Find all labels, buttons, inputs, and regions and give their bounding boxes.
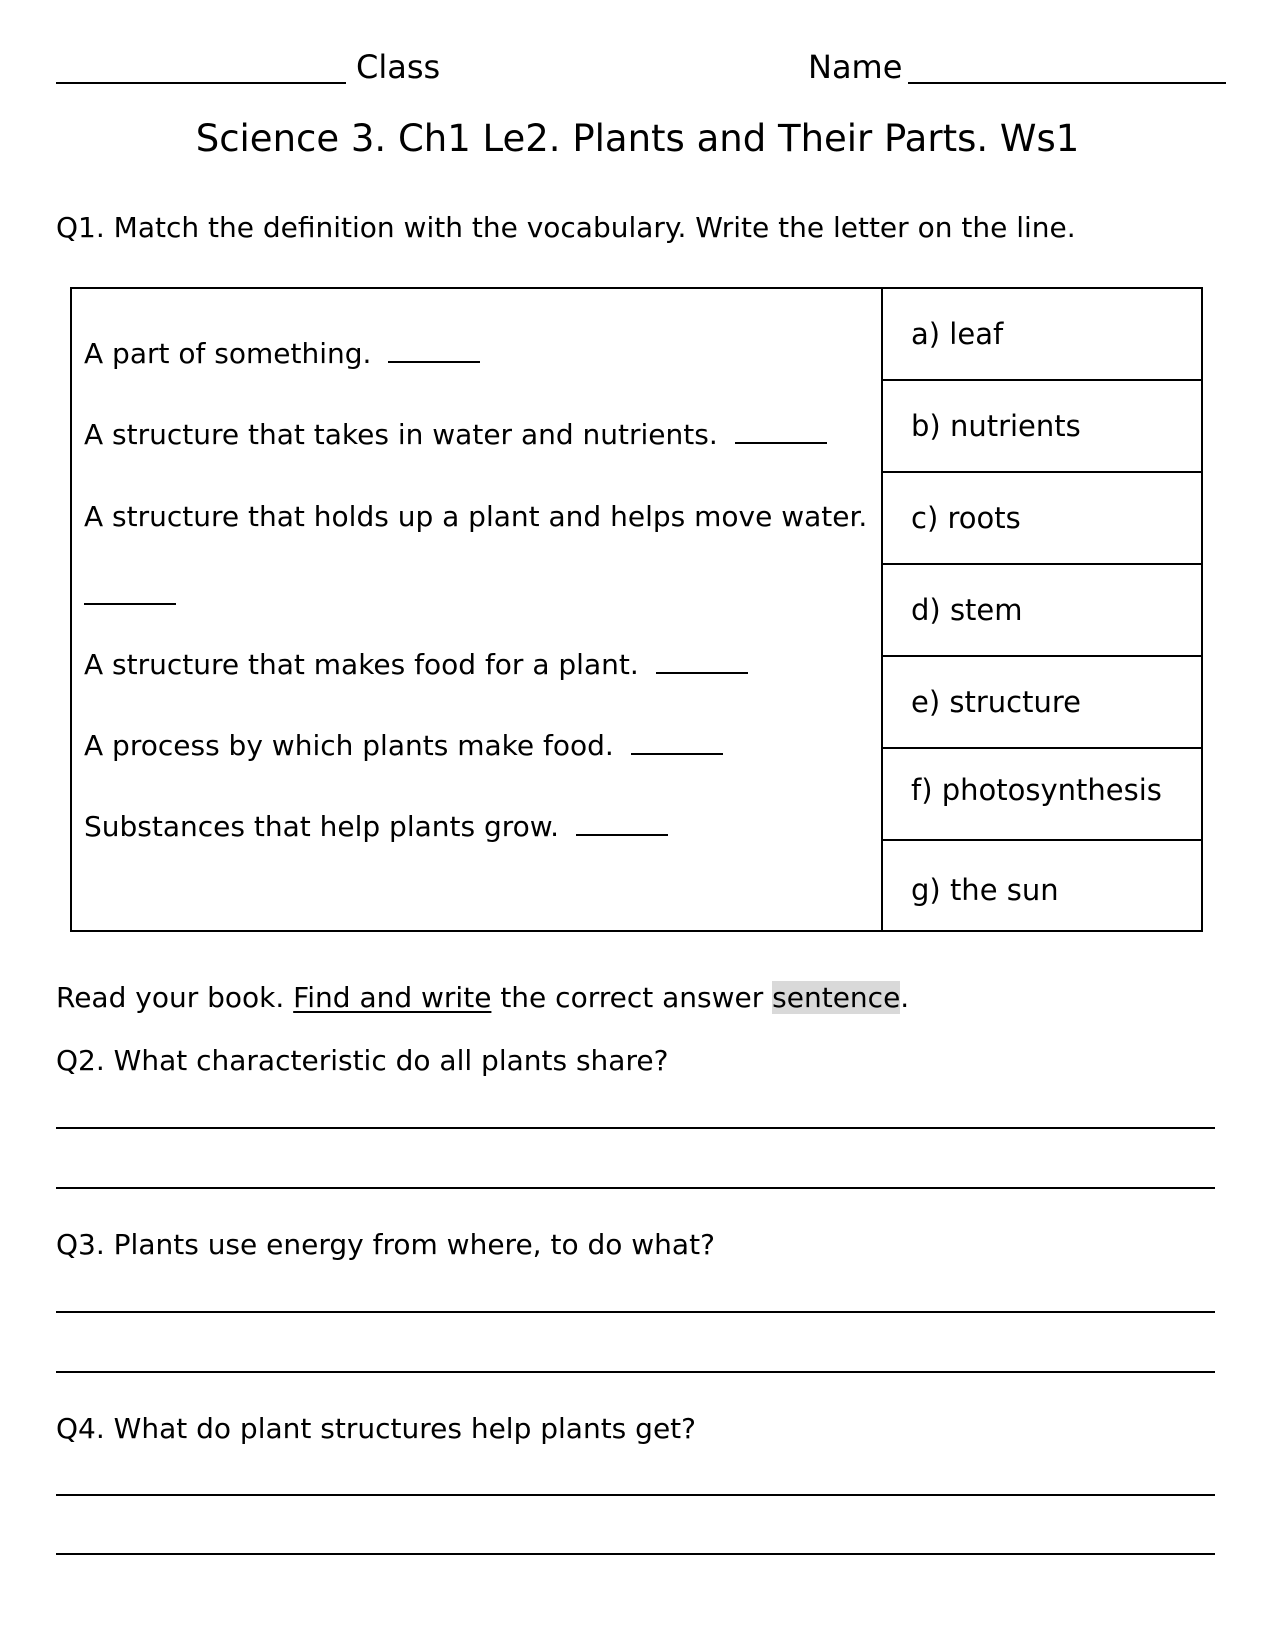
- q2-answer-line-1[interactable]: [56, 1127, 1215, 1129]
- instruction-part3: .: [900, 981, 910, 1014]
- definition-text: A structure that takes in water and nutrients.: [84, 418, 718, 451]
- answer-blank[interactable]: [735, 442, 827, 444]
- option-label: e) structure: [911, 685, 1081, 719]
- definition-text: A process by which plants make food.: [84, 729, 614, 762]
- q2-answer-line-2[interactable]: [56, 1187, 1215, 1189]
- instruction-part2: the correct answer: [491, 981, 773, 1014]
- option-cell-f: [883, 749, 1201, 841]
- option-label: b) nutrients: [911, 409, 1081, 443]
- matching-table: [70, 287, 1203, 932]
- answer-blank[interactable]: [631, 753, 723, 755]
- q1-prompt: Q1. Match the definition with the vocabulary. Write the letter on the line.: [56, 211, 1076, 244]
- definition-text: Substances that help plants grow.: [84, 810, 560, 843]
- answer-blank[interactable]: [84, 603, 176, 605]
- instruction-text: [56, 981, 909, 1014]
- option-label: f) photosynthesis: [911, 773, 1162, 807]
- worksheet-title: Science 3. Ch1 Le2. Plants and Their Parts. Ws1: [195, 117, 1080, 160]
- definition-text: A structure that makes food for a plant.: [84, 648, 639, 681]
- q4-prompt: Q4. What do plant structures help plants get?: [56, 1412, 697, 1445]
- definition-3: [84, 500, 867, 533]
- q3-answer-line-2[interactable]: [56, 1371, 1215, 1373]
- name-blank[interactable]: [908, 82, 1226, 84]
- class-label: Class: [356, 48, 441, 86]
- option-cell-b: [883, 381, 1201, 473]
- answer-blank[interactable]: [656, 672, 748, 674]
- answer-blank[interactable]: [388, 361, 480, 363]
- option-label: g) the sun: [911, 873, 1059, 907]
- definition-3-blank-row: [84, 579, 176, 612]
- option-cell-a: [883, 289, 1201, 381]
- option-label: d) stem: [911, 593, 1023, 627]
- definition-4: [84, 648, 748, 681]
- option-cell-c: [883, 473, 1201, 565]
- q3-prompt: Q3. Plants use energy from where, to do what?: [56, 1228, 715, 1261]
- instruction-underlined: Find and write: [293, 981, 492, 1014]
- definition-text: A structure that holds up a plant and helps move water.: [84, 500, 868, 533]
- definition-2: [84, 418, 827, 451]
- instruction-highlighted: sentence: [772, 981, 901, 1014]
- answer-blank[interactable]: [576, 834, 668, 836]
- definition-text: A part of something.: [84, 337, 372, 370]
- q4-answer-line-2[interactable]: [56, 1553, 1215, 1555]
- instruction-part1: Read your book.: [56, 981, 294, 1014]
- option-label: a) leaf: [911, 317, 1004, 351]
- q4-answer-line-1[interactable]: [56, 1494, 1215, 1496]
- definition-5: [84, 729, 723, 762]
- option-cell-e: [883, 657, 1201, 749]
- q2-prompt: Q2. What characteristic do all plants share?: [56, 1044, 669, 1077]
- q3-answer-line-1[interactable]: [56, 1311, 1215, 1313]
- definition-1: [84, 337, 480, 370]
- option-cell-g: [883, 841, 1201, 930]
- option-cell-d: [883, 565, 1201, 657]
- name-label: Name: [808, 48, 903, 86]
- definition-6: [84, 810, 668, 843]
- class-blank[interactable]: [56, 82, 346, 84]
- option-label: c) roots: [911, 501, 1021, 535]
